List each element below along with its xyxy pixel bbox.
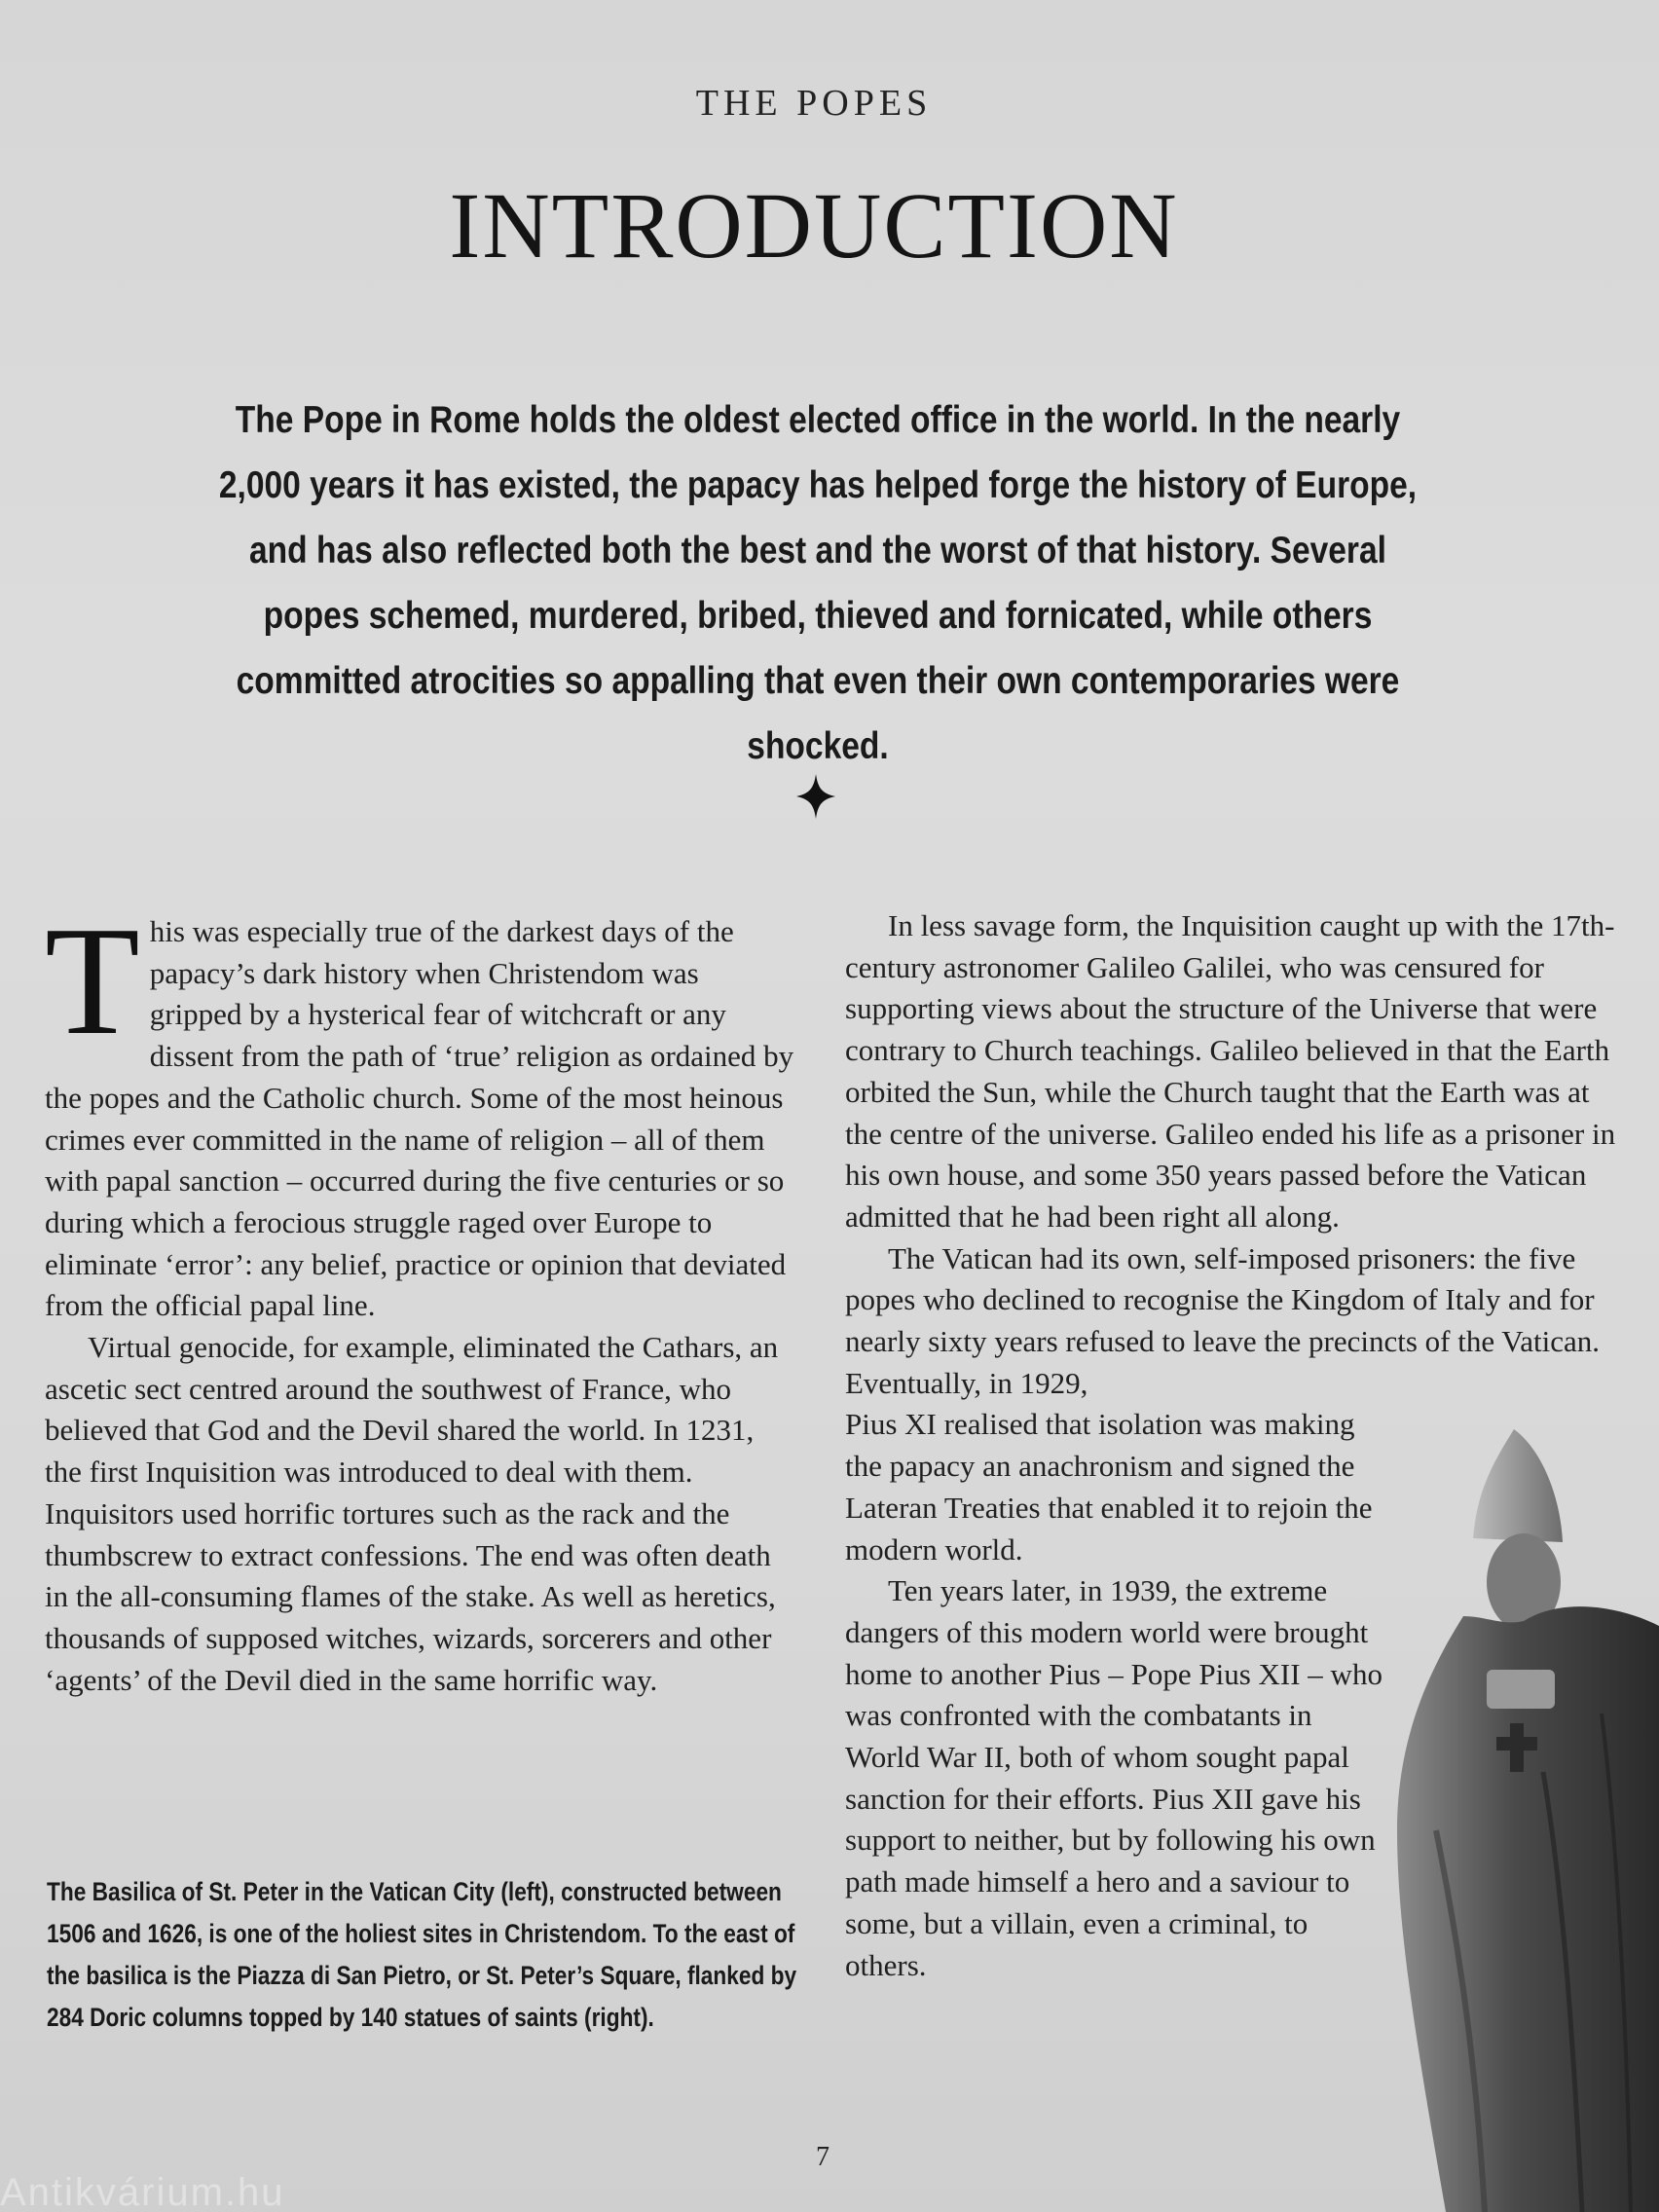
section-label: THE POPES	[695, 83, 933, 124]
four-pointed-star-icon	[796, 774, 835, 819]
left-paragraph-1	[45, 894, 794, 1327]
page-number: 7	[816, 2142, 830, 2172]
photo-caption: The Basilica of St. Peter in the Vatican City (left), constructed between 1506 and 1626, is one of the holiest sites in Christendom. To the east of the basilica is the Piazza di San Pietro, or St. Peter’s Square, flanked by 284 Doric columns topped by 140 statues of saints (right).	[47, 1877, 797, 2032]
right-paragraph-2-wide: The Vatican had its own, self-imposed prisoners: the five popes who declined to recognise the Kingdom of Italy and for nearly sixty years refused to leave the precincts of the Vatican. Eventually, in 1929,	[845, 1240, 1600, 1400]
watermark: Antikvárium.hu	[0, 2173, 285, 2212]
left-paragraph-1-text: his was especially true of the darkest days of the papacy’s dark history when Christendom was gripped by a hysterical fear of witchcraft or any dissent from the path of ‘true’ religion as ordained by the popes and the Catholic church. Some of the most heinous crimes ever committed in the name of religion – all of them with papal sanction – occurred during the five centuries or so during which a ferocious struggle raged over Europe to eliminate ‘error’: any belief, practice or opinion that deviated from the official papal line.	[45, 914, 794, 1323]
right-paragraph-1: In less savage form, the Inquisition caught up with the 17th-century astronomer Galileo Galilei, who was censured for supporting views about the structure of the Universe that were contrary to Church teachings. Galileo believed in that the Earth orbited the Sun, while the Church taught that the Earth was at the centre of the universe. Galileo ended his life as a prisoner in his own house, and some 350 years passed before the Vatican admitted that he had been right all along.	[845, 908, 1616, 1234]
pope-statue-image	[1368, 1421, 1659, 2212]
intro-paragraph: The Pope in Rome holds the oldest elected office in the world. In the nearly 2,000 years it has existed, the papacy has helped forge the history of Europe, and has also reflected both the best and the worst of that history. Several popes schemed, murdered, bribed, thieved and fornicated, while others committed atrocities so appalling that even their own contemporaries were shocked.	[218, 399, 1418, 767]
right-paragraph-3: Ten years later, in 1939, the extreme dangers of this modern world were brought home to another Pius – Pope Pius XII – who was confronted with the combatants in World War II, both of whom sought papal sanction for their efforts. Pius XII gave his support to neither, but by following his own path made himself a hero and a saviour to some, but a villain, even a criminal, to others.	[845, 1573, 1382, 1982]
right-paragraph-2-narrow: Pius XI realised that isolation was making the papacy an anachronism and signed the Lateran Treaties that enabled it to rejoin the modern world.	[845, 1407, 1373, 1567]
page-title: INTRODUCTION	[449, 173, 1179, 277]
left-column	[45, 894, 794, 1701]
drop-cap: T	[45, 894, 140, 1067]
left-paragraph-2: Virtual genocide, for example, eliminated the Cathars, an ascetic sect centred around the southwest of France, who believed that God and the Devil shared the world. In 1231, the first Inquisition was introduced to deal with them. Inquisitors used horrific tortures such as the rack and the thumbscrew to extract confessions. The end was often death in the all-consuming flames of the stake. As well as heretics, thousands of supposed witches, wizards, sorcerers and other ‘agents’ of the Devil died in the same horrific way.	[45, 1330, 779, 1697]
